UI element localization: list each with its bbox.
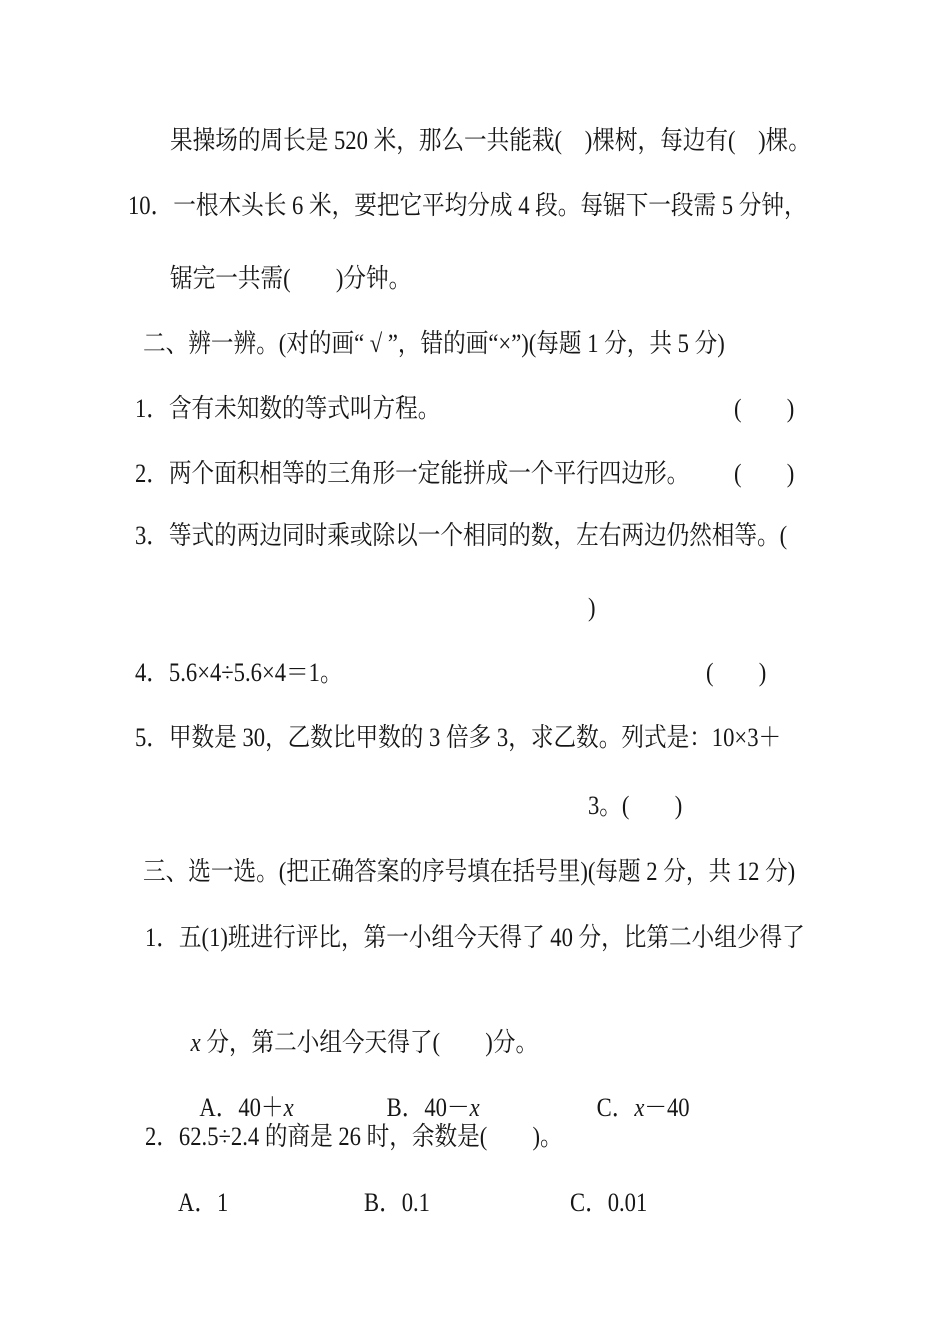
- section2-question-2-answer-blank: ( ): [734, 459, 795, 488]
- option-c-prefix: C．: [596, 1093, 635, 1122]
- question-10-line-2: 锯完一共需( )分钟。: [170, 264, 412, 293]
- section3-question-2-text: 2．62.5÷2.4 的商是 26 时，余数是( )。: [145, 1122, 563, 1151]
- section3-question-1-option-c: [574, 1057, 690, 1159]
- option-b-prefix: B．40－: [386, 1093, 470, 1122]
- section-3-heading: 三、选一选。(把正确答案的序号填在括号里)(每题 2 分，共 12 分): [143, 857, 796, 886]
- section2-question-2-text: 2．两个面积相等的三角形一定能拼成一个平行四边形。: [135, 459, 690, 488]
- section3-question-1-line-1: 1．五(1)班进行评比，第一小组今天得了 40 分，比第二小组少得了: [145, 923, 805, 952]
- section2-question-1-text: 1．含有未知数的等式叫方程。: [135, 394, 441, 423]
- variable-x: x: [634, 1093, 645, 1122]
- section3-question-1-line-2-rest: 分，第二小组今天得了( )分。: [200, 1028, 539, 1057]
- section2-question-1-answer-blank: ( ): [734, 394, 795, 423]
- section2-question-4-answer-blank: ( ): [706, 658, 767, 687]
- variable-x: x: [469, 1093, 480, 1122]
- section3-question-2-option-a: A．1: [178, 1188, 229, 1217]
- section2-question-4-text: 4．5.6×4÷5.6×4＝1。: [135, 658, 343, 687]
- section-2-heading: 二、辨一辨。(对的画“ √ ”，错的画“×”)(每题 1 分，共 5 分): [143, 329, 725, 358]
- section3-question-2-option-b: B．0.1: [364, 1188, 430, 1217]
- section2-question-5-line-2: 3。( ): [588, 791, 683, 820]
- option-c-suffix: －40: [644, 1093, 690, 1122]
- variable-x: x: [190, 1028, 201, 1057]
- section2-question-5-line-1: 5．甲数是 30，乙数比甲数的 3 倍多 3，求乙数。列式是：10×3＋: [135, 723, 782, 752]
- variable-x: x: [283, 1093, 294, 1122]
- section2-question-3-closing-paren: ): [588, 593, 596, 622]
- question-9-continuation-text: 果操场的周长是 520 米，那么一共能栽( )棵树，每边有( )棵。: [170, 126, 811, 155]
- question-10-line-1: 10．一根木头长 6 米，要把它平均分成 4 段。每锯下一段需 5 分钟，: [128, 191, 807, 220]
- option-a-prefix: A．40＋: [199, 1093, 284, 1122]
- section2-question-3-text: 3．等式的两边同时乘或除以一个相同的数，左右两边仍然相等。(: [135, 521, 788, 550]
- section3-question-2-option-c: C．0.01: [570, 1188, 648, 1217]
